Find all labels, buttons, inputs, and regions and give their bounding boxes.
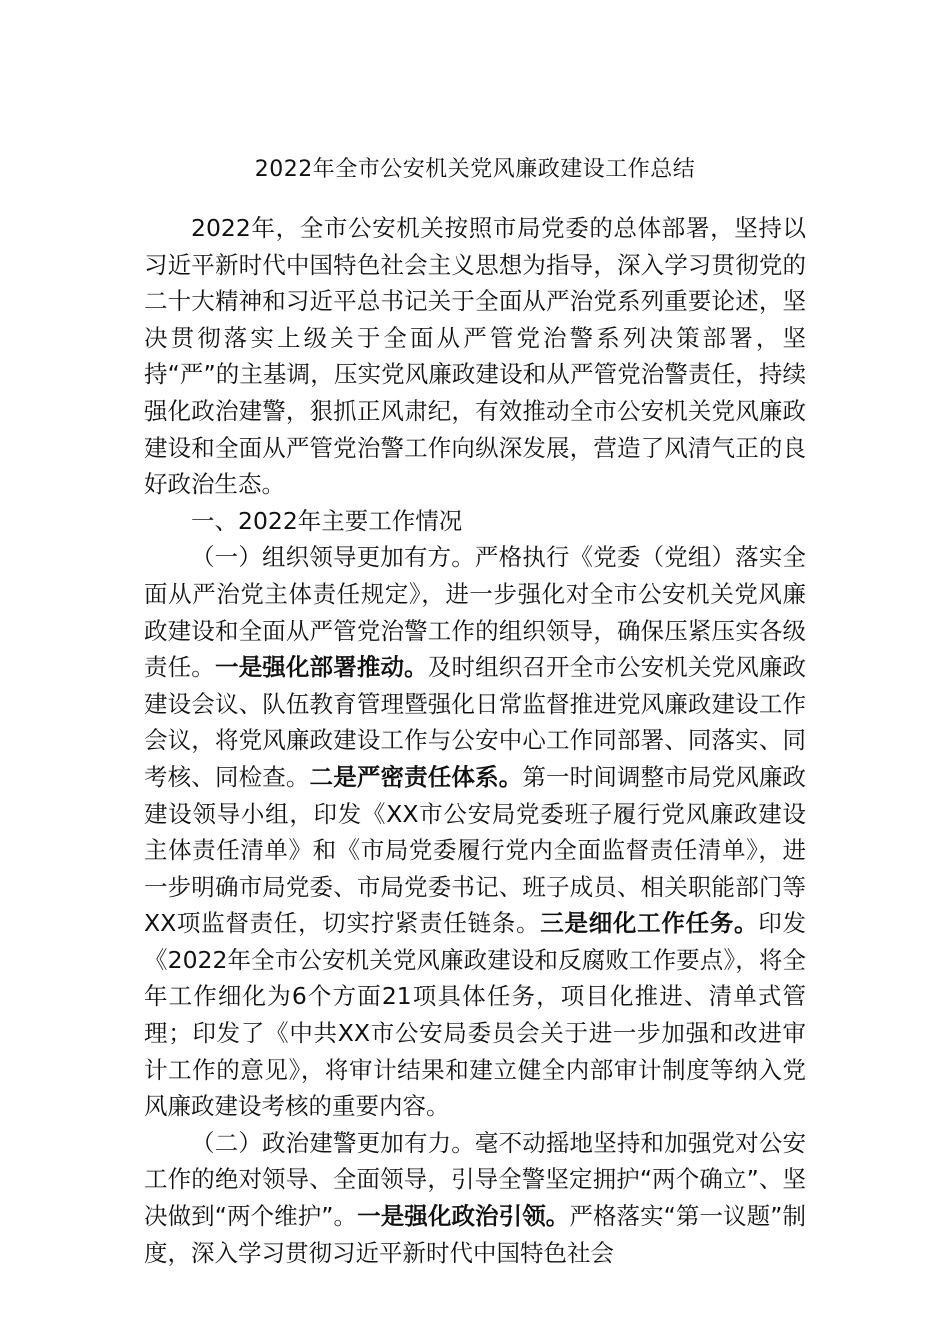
paragraph-text: 印发《2022年全市公安机关党风廉政建设和反腐败工作要点》，将全年工作细化为6个方面21项具体任务，项目化推进、清单式管理；印发了《中共XX市公安局委员会关于进一步加强和改进审计工作的意见》，将审计结果和建立健全内部审计制度等纳入党风廉政建设考核的重要内容。 bbox=[144, 909, 807, 1121]
document-page bbox=[144, 150, 806, 1271]
paragraph-text: 第一时间调整市局党风廉政建设领导小组，印发《XX市公安局党委班子履行党风廉政建设主体责任清单》和《市局党委履行党内全面监督责任清单》，进一步明确市局党委、市局党委书记、班子成员、相关职能部门等XX项监督责任，切实拧紧责任链条。 bbox=[144, 762, 807, 938]
bold-point-1: 一是强化政治引领。 bbox=[357, 1202, 570, 1231]
paragraph-text: 严格落实“第一议题”制度，深入学习贯彻习近平新时代中国特色社会 bbox=[144, 1202, 806, 1267]
intro-paragraph: 2022年，全市公安机关按照市局党委的总体部署，坚持以习近平新时代中国特色社会主义思想为指导，深入学习贯彻党的二十大精神和习近平总书记关于全面从严治党系列重要论述，坚决贯彻落实上级关于全面从严管党治警系列决策部署，坚持“严”的主基调，压实党风廉政建设和从严管党治警责任，持续强化政治建警，狠抓正风肃纪，有效推动全市公安机关党风廉政建设和全面从严管党治警工作向纵深发展，营造了风清气正的良好政治生态。 bbox=[144, 214, 806, 499]
paragraph-text: 及时组织召开全市公安机关党风廉政建设会议、队伍教育管理暨强化日常监督推进党风廉政建设工作会议，将党风廉政建设工作与公安中心工作同部署、同落实、同考核、同检查。 bbox=[144, 653, 807, 791]
bold-point-3: 三是细化工作任务。 bbox=[540, 909, 759, 938]
section-heading: 一、2022年主要工作情况 bbox=[191, 506, 463, 535]
paragraph-text: （二）政治建警更加有力。毫不动摇地坚持和加强党对公安工作的绝对领导、全面领导，引导全警坚定拥护“两个确立”、坚决做到“两个维护”。 bbox=[144, 1128, 806, 1231]
paragraph-organization-leadership bbox=[144, 539, 806, 1125]
document-title: 2022年全市公安机关党风廉政建设工作总结 bbox=[254, 157, 696, 182]
bold-point-1: 一是强化部署推动。 bbox=[214, 653, 428, 682]
bold-point-2: 二是严密责任体系。 bbox=[309, 762, 523, 791]
paragraph-political-building bbox=[144, 1125, 806, 1271]
paragraph-text: （一）组织领导更加有方。严格执行《党委（党组）落实全面从严治党主体责任规定》，进一步强化对全市公安机关党风廉政建设和全面从严管党治警工作的组织领导，确保压紧压实各级责任。 bbox=[144, 543, 806, 682]
